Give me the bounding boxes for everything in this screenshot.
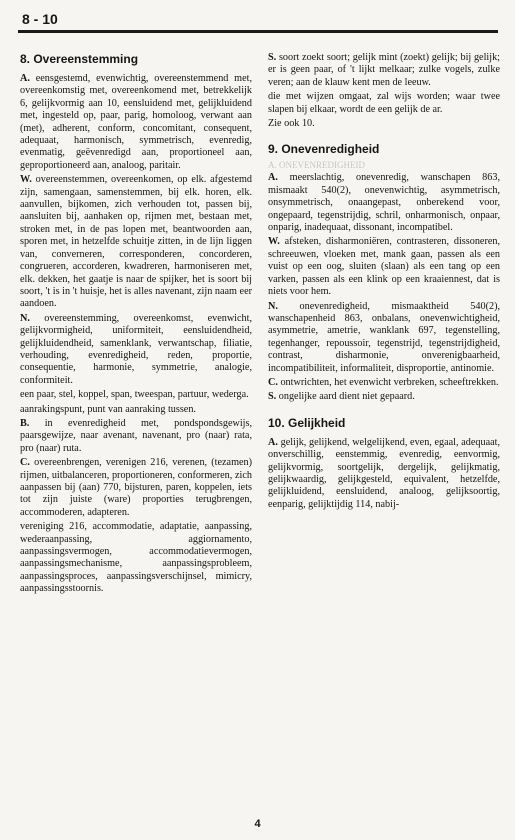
entry-8-S2: die met wijzen omgaat, zal wijs worden; waar twee slapen bij elkaar, wordt de een gelijk de ar.: [268, 91, 500, 115]
entry-8-N-pair: een paar, stel, koppel, span, tweespan, partuur, wederga.: [20, 389, 249, 401]
entry-8-A: A. eensgestemd, evenwichtig, overeenstemmend met, overeenkomstig met, overeenkomend met, betrekkelijk 6, gelijkvormig aan 10, eensluidend met, gelijkluidend met, ingesteld op, paar, parig, homoloog, verwant aan (met), adherent, conform, concomitant, consequent, adequaat, harmonisch, symmetrisch, evenredig, evenmatig, geëvenredigd aan, proportioneel aan, geproportioneerd aan, analoog, paritair.: [20, 73, 253, 171]
entry-10-A-text: gelijk, gelijkend, welgelijkend, even, egaal, adequaat, onverschillig, eenstemmig, evenredig, eenvormig, gelijkvormig, soortgelijk, dergelijk, gelijkmatig, gelijkwaardig, gelijkgesteld, equivalent, hetzelfde, gelijkluidend, eensluidend, analoog, gelijksoortig, eenparig, gelijktijdig 114, nabij-: [268, 436, 501, 510]
entry-10-A: A. gelijk, gelijkend, welgelijkend, even, egaal, adequaat, onverschillig, eenstemmig, evenredig, eenvormig, gelijkvormig, soortgelijk, dergelijk, gelijkmatig, gelijkwaardig, gelijkgesteld, equivalent, hetzelfde, gelijkluidend, eensluidend, analoog, gelijksoortig, eenparig, gelijktijdig 114, nabij-: [268, 436, 501, 510]
entry-9-S: S. ongelijke aard dient niet gepaard.: [268, 391, 415, 403]
entry-9-W: W. afsteken, disharmoniëren, contrasteren, dissoneren, schreeuwen, vloeken met, mank gaan, passen als een vuist op een oog, sluiten (slaan) als een tang op een varken, passen als een klink op een kraaiennest, dat is niets voor hem.: [268, 236, 500, 298]
entry-8-S: S. soort zoekt soort; gelijk mint (zoekt) gelijk; bij gelijk; er is geen paar, of 't lijkt melkaar; zulke vogels, zulke veren; aan de klauw kent men de leeuw.: [268, 52, 500, 88]
entry-9-C: C. ontwrichten, het evenwicht verbreken, scheeftrekken.: [268, 376, 499, 388]
entry-8-C: C. overeenbrengen, verenigen 216, verenen, (tezamen) rijmen, uitbalanceren, proportioneren, conformeren, zich aanpassen bij (aan) 770, bijsturen, paren, koppelen, iets tot zijn juiste (ware) proporties terugbrengen, accommoderen, adapteren.: [20, 457, 253, 518]
entry-8-N: N. overeenstemming, overeenkomst, evenwicht, gelijkvormigheid, uniformiteit, eensluidendheid, gelijkluidendheid, samenklank, verwantschap, filiatie, verhouding, evenredigheid, reden, proportie, consequentie, harmonie, symmetrie, analogie, conformiteit.: [20, 312, 252, 386]
section-title-8: 8. Overeenstemming: [20, 52, 139, 66]
entry-9-W-text: afsteken, disharmoniëren, contrasteren, dissoneren, schreeuwen, vloeken met, mank gaan, passen als een vuist op een oog, sluiten (slaan) als een tang op een varken, passen als een klink op een kraaiennest, dat is niets voor hem.: [268, 236, 500, 298]
header-range: 8 - 10: [22, 11, 58, 27]
right-column: [268, 52, 500, 513]
entry-8-S-text: soort zoekt soort; gelijk mint (zoekt) gelijk; bij gelijk; er is geen paar, of 't lijkt melkaar; zulke vogels, zulke veren; aan de klauw kent men de leeuw.: [268, 52, 500, 88]
page-number: 4: [254, 818, 261, 830]
entry-8-A-text: eensgestemd, evenwichtig, overeenstemmend met, overeenkomstig met, overeenkomend met, betrekkelijk 6, gelijkvormig aan 10, eensluidend met, gelijkluidend met, ingesteld op, paar, parig, homoloog, verwant aan (met), adherent, conform, concomitant, consequent, adequaat, harmonisch, symmetrisch, evenredig, evenmatig, geëvenredigd aan, proportioneel aan, geproportioneerd aan, analoog, paritair.: [20, 73, 253, 171]
entry-9-A-text: meerslachtig, onevenredig, wanschapen 863, mismaakt 540(2), onevenwichtig, asymmetrisch, onsymmetrisch, onaangepast, onberekend voor, ongepaard, tegenstrijdig, schril, onharmonisch, onpaar, onparig, inadequaat, dissonant, incompatibel.: [268, 172, 500, 234]
left-column: [20, 52, 252, 598]
entry-9-A: A. meerslachtig, onevenredig, wanschapen 863, mismaakt 540(2), onevenwichtig, asymmetrisch, onsymmetrisch, onaangepast, onberekend voor, ongepaard, tegenstrijdig, schril, onharmonisch, onpaar, onparig, inadequaat, dissonant, incompatibel.: [268, 172, 500, 234]
section-title-9: 9. Onevenredigheid: [268, 142, 380, 157]
entry-9-N-text: onevenredigheid, mismaaktheid 540(2), wanschapenheid 863, onbalans, onevenwichtigheid, asymmetrie, ametrie, wanklank 697, tegenstelling, tegenhanger, repoussoir, tegenstrijd, tegenstrijdigheid, contrast, disharmonie, onverenigbaarheid, incompatibiliteit, informaliteit, disproportie, antinomie.: [268, 300, 501, 374]
entry-8-B: B. in evenredigheid met, pondspondsgewijs, paarsgewijze, naar avenant, navenant, pro (naar) rata, pro (naar) ruta.: [20, 417, 252, 454]
entry-8-B-text: in evenredigheid met, pondspondsgewijs, paarsgewijze, naar avenant, navenant, pro (naar) rata, pro (naar) ruta.: [20, 417, 252, 454]
entry-8-W-text: overeenstemmen, overeenkomen, op elk. afgestemd zijn, samengaan, samenstemmen, bij elk. horen, elk. aanvullen, bijkomen, zich verhouden tot, passen bij, aansluiten bij, aanhaken op, rijmen met, bestaan met, stroken met, in de pas lopen met, beantwoorden aan, sporen met, in hetzelfde schuitje zitten, in de lijn liggen van, converneren, corresponderen, concorderen, congrueren, accorderen, kwadreren, harmoniseren met, elk. dekken, het gaatje is naar de spijker, het is soort bij soort, 't is in 't huisje, het is alles navenant, zijn naam eer aandoen.: [20, 174, 252, 310]
entry-9-C-text: ontwrichten, het evenwicht verbreken, scheeftrekken.: [280, 376, 499, 388]
entry-8-N-point: aanrakingspunt, punt van aanraking tussen.: [20, 403, 196, 415]
entry-8-C-text: overeenbrengen, verenigen 216, verenen, (tezamen) rijmen, uitbalanceren, proportioneren, conformeren, zich aanpassen bij (aan) 770, bijsturen, paren, koppelen, iets tot zijn juiste (ware) proporties terugbrengen, accommoderen, adapteren.: [20, 457, 253, 518]
entry-8-W: W. overeenstemmen, overeenkomen, op elk. afgestemd zijn, samengaan, samenstemmen, bij elk. horen, elk. aanvullen, bijkomen, zich verhouden tot, passen bij, aansluiten bij, aanhaken op, rijmen met, bestaan met, stroken met, in de pas lopen met, beantwoorden aan, sporen met, in hetzelfde schuitje zitten, in de lijn liggen van, converneren, corresponderen, concorderen, congrueren, accorderen, kwadreren, harmoniseren met, elk. dekken, het gaatje is naar de spijker, het is soort bij soort, 't is in 't huisje, het is alles navenant, zijn naam eer aandoen.: [20, 174, 252, 310]
running-header: [18, 0, 498, 33]
entry-9-S-text: ongelijke aard dient niet gepaard.: [278, 391, 415, 403]
section-9-bleed: A. ONEVENREDIGHEID: [268, 160, 365, 171]
section-title-10: 10. Gelijkheid: [268, 415, 346, 430]
entry-9-N: N. onevenredigheid, mismaaktheid 540(2), wanschapenheid 863, onbalans, onevenwichtigheid, asymmetrie, ametrie, wanklank 697, tegenstelling, tegenhanger, repoussoir, tegenstrijd, tegenstrijdigheid, contrast, disharmonie, onverenigbaarheid, incompatibiliteit, informaliteit, disproportie, antinomie.: [268, 300, 501, 374]
entry-8-N-text: overeenstemming, overeenkomst, evenwicht, gelijkvormigheid, uniformiteit, eensluidendheid, gelijkluidendheid, samenklank, verwantschap, filiatie, verhouding, evenredigheid, reden, proportie, consequentie, harmonie, symmetrie, analogie, conformiteit.: [20, 312, 252, 386]
entry-8-C-verb: vereniging 216, accommodatie, adaptatie, aanpassing, wederaanpassing, aggiornamento, aanpassingsvermogen, accommodatievermogen, aanpassingsmechanisme, aanpassingsprobleem, aanpassingsproces, aanpassingsverschijnsel, mimicry, aanpassingsstoornis.: [20, 521, 252, 595]
entry-8-see: Zie ook 10.: [268, 118, 315, 130]
